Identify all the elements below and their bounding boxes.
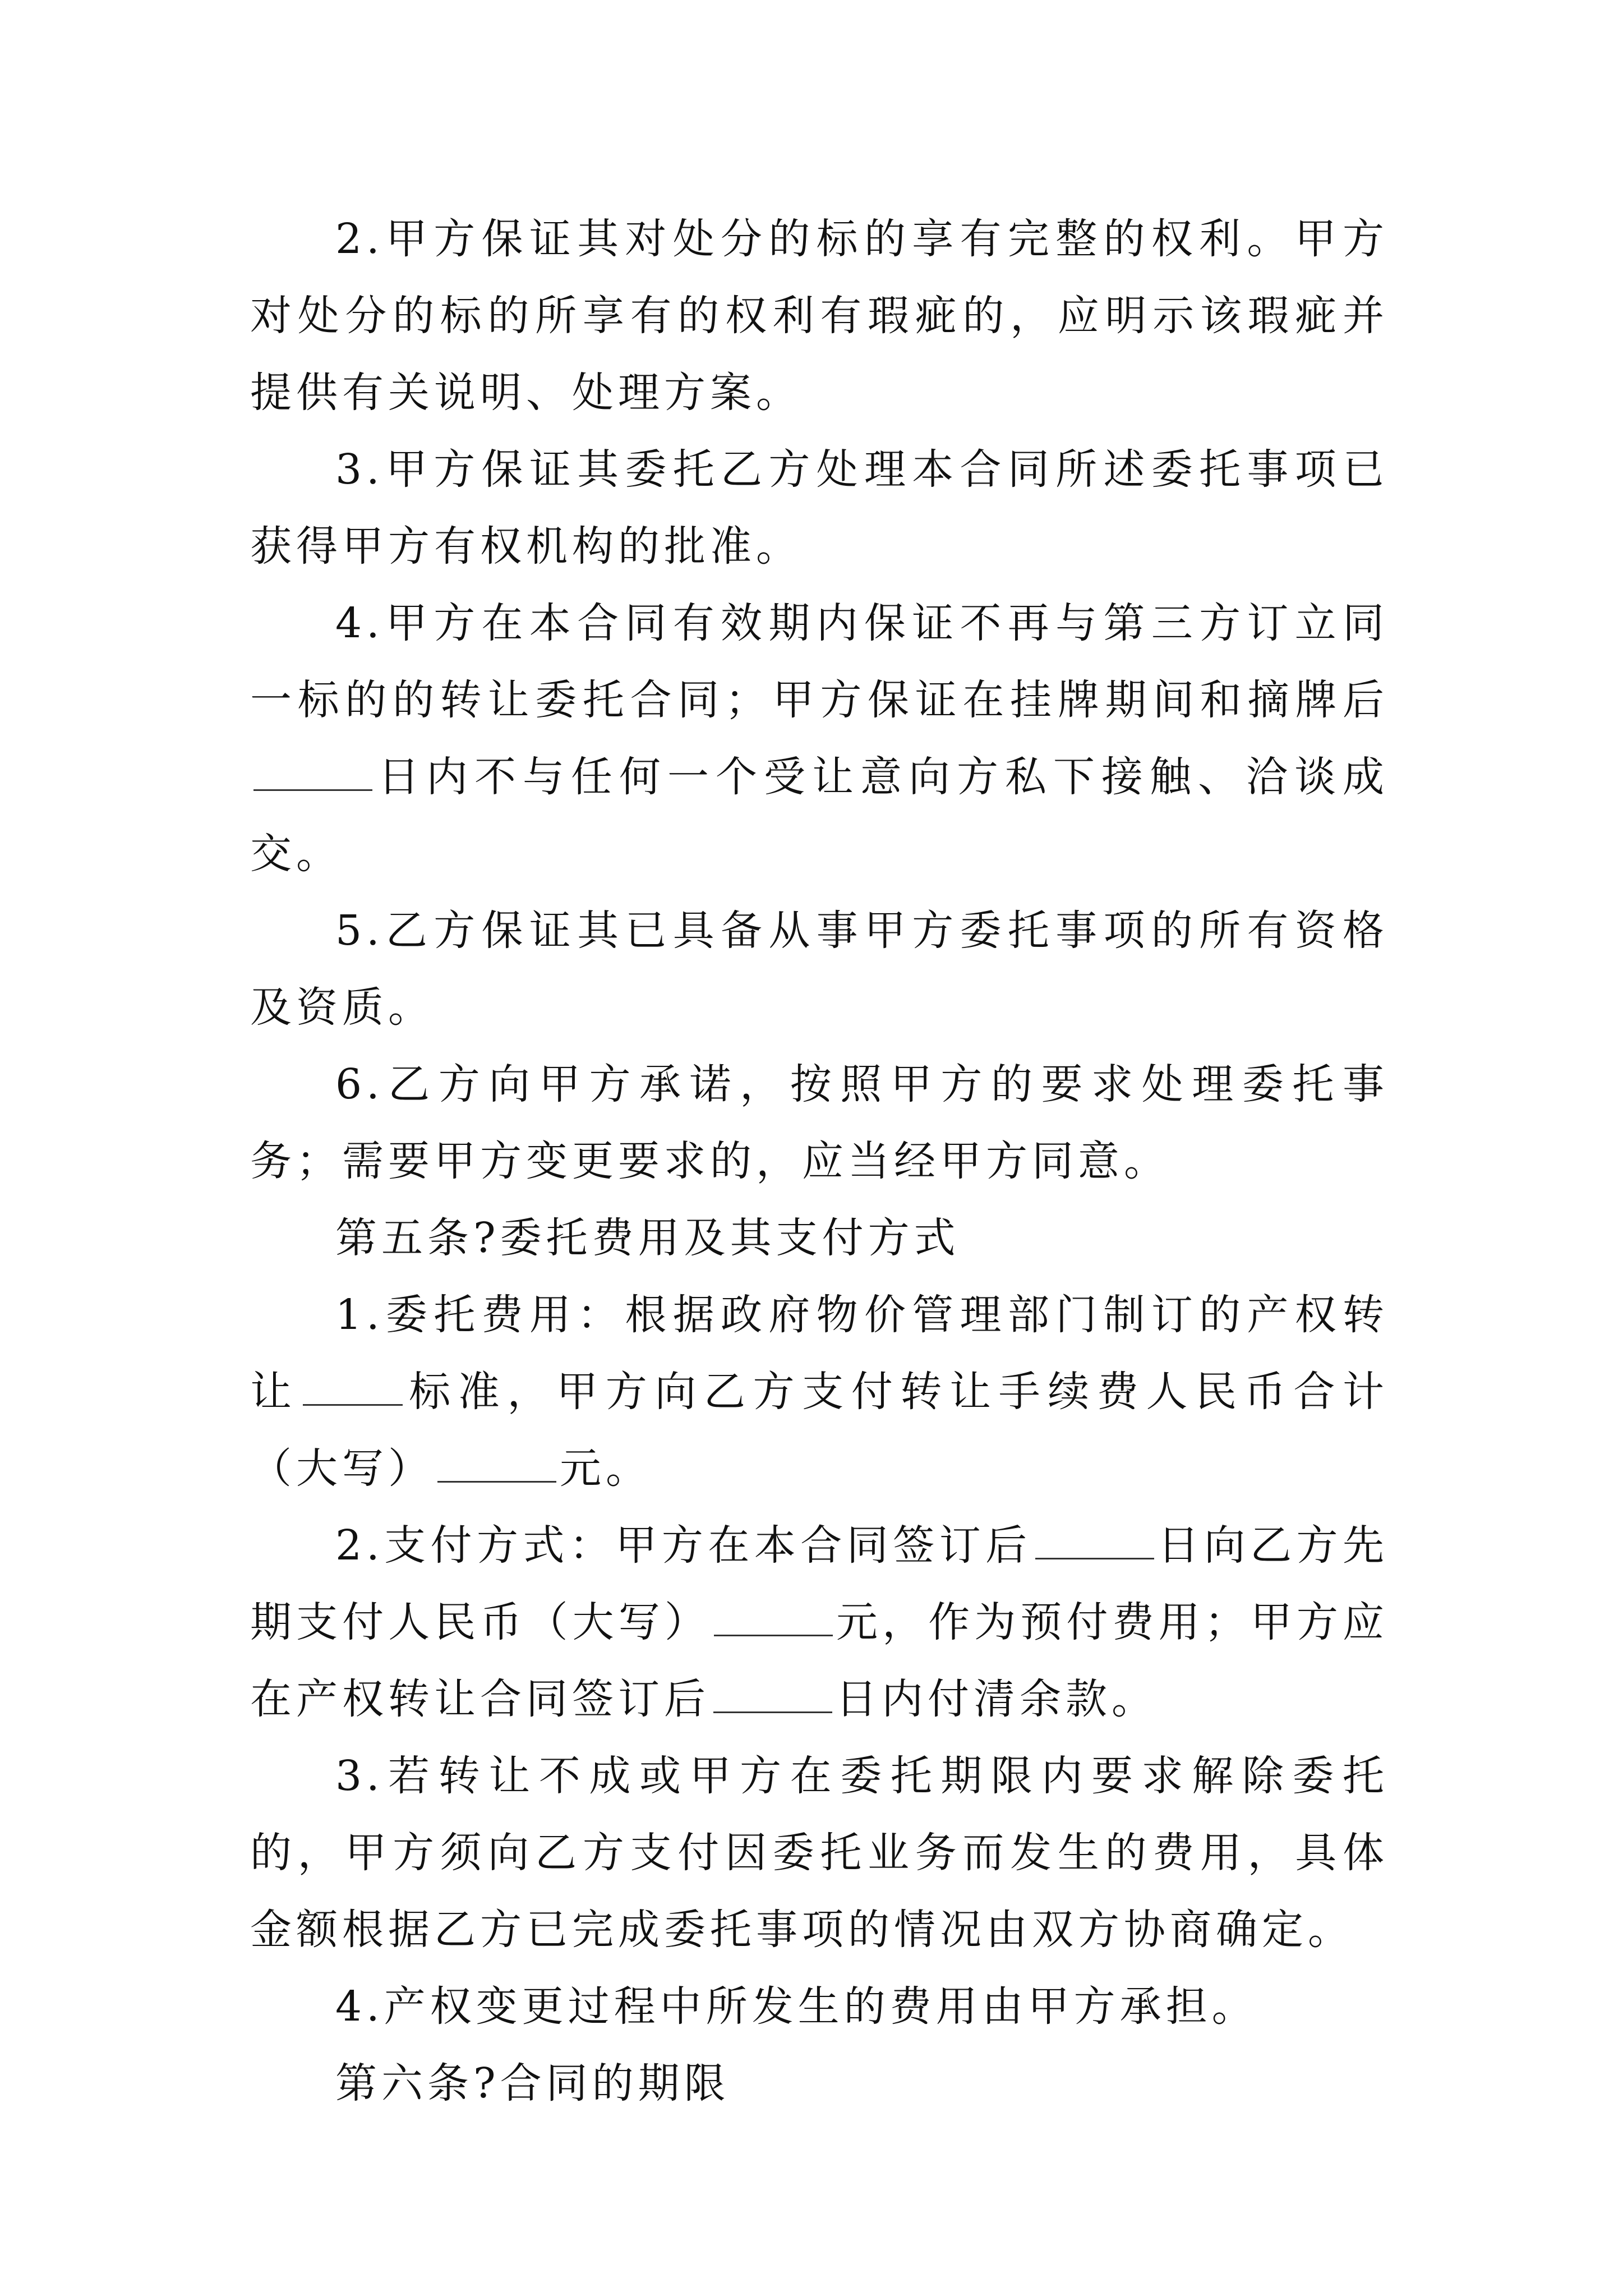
contract-body	[250, 201, 1389, 2122]
fill-in-blank-fee-standard	[303, 1365, 403, 1406]
clause-3-paragraph	[250, 431, 1389, 585]
fee-clause-2-paragraph	[250, 1507, 1389, 1738]
clause-4-paragraph	[250, 585, 1389, 892]
fill-in-blank-prepay-days	[1035, 1519, 1154, 1559]
fill-in-blank-prepay-amount	[714, 1595, 833, 1636]
article-5-heading-text: 第五条?委托费用及其支付方式	[335, 1214, 960, 1262]
fee-clause-1-paragraph	[250, 1277, 1389, 1507]
clause-6-paragraph	[250, 1046, 1389, 1200]
clause-5-paragraph	[250, 892, 1389, 1046]
clause-4-text-part-2: 日内不与任何一个受让意向方私下接触、洽谈成交。	[250, 753, 1389, 878]
clause-6-text: 6.乙方向甲方承诺，按照甲方的要求处理委托事务；需要甲方变更要求的，应当经甲方同意。	[250, 1060, 1389, 1185]
article-6-heading-text: 第六条?合同的期限	[335, 2059, 730, 2108]
fill-in-blank-days	[253, 750, 372, 791]
fee-clause-2-part-1: 2.支付方式：甲方在本合同签订后	[335, 1521, 1032, 1570]
fee-clause-2-part-3: 元，作为预付费用；甲方应在产权转让合同签订后	[250, 1598, 1389, 1723]
fee-clause-1-part-1: 1.委托费用：根据政府物价管理部门制订的产权转让	[250, 1291, 1389, 1416]
clause-3-text: 3.甲方保证其委托乙方处理本合同所述委托事项已获得甲方有权机构的批准。	[250, 445, 1389, 570]
clause-2-paragraph	[250, 201, 1389, 431]
fill-in-blank-balance-days	[713, 1672, 832, 1713]
article-6-heading	[250, 2045, 1389, 2122]
clause-4-text-part-1: 4.甲方在本合同有效期内保证不再与第三方订立同一标的的转让委托合同；甲方保证在挂牌期间和摘牌后	[250, 599, 1389, 724]
fee-clause-1-part-2: 标准，甲方向乙方支付转让手续费人民币合计（大写）	[250, 1368, 1389, 1493]
article-5-heading	[250, 1200, 1389, 1277]
clause-5-text: 5.乙方保证其已具备从事甲方委托事项的所有资格及资质。	[250, 907, 1389, 1032]
fill-in-blank-fee-amount	[437, 1442, 556, 1483]
fee-clause-2-part-2: 日向乙方先期支付人民币（大写）	[250, 1521, 1389, 1646]
fee-clause-4-text: 4.产权变更过程中所发生的费用由甲方承担。	[335, 1982, 1258, 2031]
clause-2-text: 2.甲方保证其对处分的标的享有完整的权利。甲方对处分的标的所享有的权利有瑕疵的，应明示该瑕疵并提供有关说明、处理方案。	[250, 215, 1389, 417]
fee-clause-1-part-3: 元。	[560, 1444, 652, 1493]
fee-clause-2-part-4: 日内付清余款。	[836, 1675, 1158, 1723]
fee-clause-4-paragraph	[250, 1968, 1389, 2045]
fee-clause-3-text: 3.若转让不成或甲方在委托期限内要求解除委托的，甲方须向乙方支付因委托业务而发生的费用，具体金额根据乙方已完成委托事项的情况由双方协商确定。	[250, 1752, 1389, 1954]
fee-clause-3-paragraph	[250, 1738, 1389, 1968]
